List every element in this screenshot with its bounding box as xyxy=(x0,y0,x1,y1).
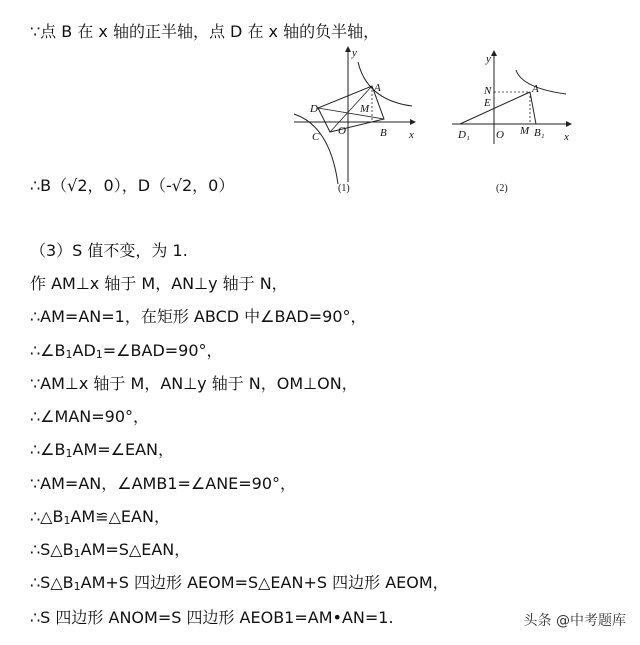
subscript: 1 xyxy=(73,580,81,593)
text-seg: AM=S△EAN， xyxy=(80,540,191,559)
fig2-label-b1: B₁ xyxy=(534,127,545,139)
watermark: 头条 @中考题库 xyxy=(523,613,626,629)
text-line-2: ∴B（√2，0），D（-√2，0） xyxy=(30,176,235,195)
fig1-caption: (1) xyxy=(338,183,350,194)
fig1-label-a: A xyxy=(374,82,381,94)
subscript: 1 xyxy=(65,348,73,361)
text-line-12 xyxy=(30,540,190,560)
text-seg: AD xyxy=(72,341,96,360)
fig2-label-y: y xyxy=(486,53,491,65)
text-line-9 xyxy=(30,440,174,460)
text-seg: AM=∠EAN， xyxy=(72,440,175,459)
text-line-4: 作 AM⊥x 轴于 M，AN⊥y 轴于 N， xyxy=(30,274,288,293)
fig2-label-m: M xyxy=(520,125,530,137)
text-line-8: ∴∠MAN=90°， xyxy=(30,407,150,426)
figure-2 xyxy=(450,44,580,194)
fig2-label-o: O xyxy=(496,129,504,141)
fig1-label-b: B xyxy=(380,127,387,139)
text-line-5: ∴AM=AN=1，在矩形 ABCD 中∠BAD=90°， xyxy=(30,307,367,326)
text-seg: AM≌△EAN， xyxy=(70,507,170,526)
fig1-label-c: C xyxy=(312,131,320,143)
fig1-label-m: M xyxy=(360,103,370,115)
fig2-label-n: N xyxy=(484,85,492,97)
fig1-label-y: y xyxy=(352,47,357,59)
text-seg: ∴△B xyxy=(30,507,64,526)
text-line-10: ∵AM=AN，∠AMB1=∠ANE=90°， xyxy=(30,474,297,493)
subscript: 1 xyxy=(65,447,73,460)
text-line-14: ∴S 四边形 ANOM=S 四边形 AEOB1=AM•AN=1. xyxy=(30,608,394,627)
text-line-7: ∵AM⊥x 轴于 M，AN⊥y 轴于 N，OM⊥ON， xyxy=(30,374,358,393)
fig2-caption: (2) xyxy=(496,183,508,194)
fig2-label-a: A xyxy=(532,83,539,95)
fig2-label-x: x xyxy=(564,131,569,143)
fig2-label-d1: D₁ xyxy=(458,129,470,141)
text-seg: ∴∠B xyxy=(30,341,66,360)
fig1-label-x: x xyxy=(409,129,414,141)
text-line-13 xyxy=(30,573,449,593)
text-line-1: ∵点 B 在 x 轴的正半轴，点 D 在 x 轴的负半轴， xyxy=(30,22,380,41)
subscript: 1 xyxy=(63,514,71,527)
text-seg: ∴S△B xyxy=(30,540,74,559)
text-seg: ∴S△B xyxy=(30,573,74,592)
text-line-3: （3）S 值不变，为 1. xyxy=(30,241,188,260)
text-line-11 xyxy=(30,507,170,527)
subscript: 1 xyxy=(95,348,103,361)
fig1-label-o: O xyxy=(338,125,346,137)
text-seg: ∴∠B xyxy=(30,440,66,459)
subscript: 1 xyxy=(73,547,81,560)
fig2-label-e: E xyxy=(484,97,491,109)
figure-1 xyxy=(292,44,422,194)
text-seg: =∠BAD=90°， xyxy=(102,341,223,360)
text-line-6 xyxy=(30,341,223,361)
fig1-label-d: D xyxy=(310,103,318,115)
text-seg: AM+S 四边形 AEOM=S△EAN+S 四边形 AEOM， xyxy=(80,573,449,592)
